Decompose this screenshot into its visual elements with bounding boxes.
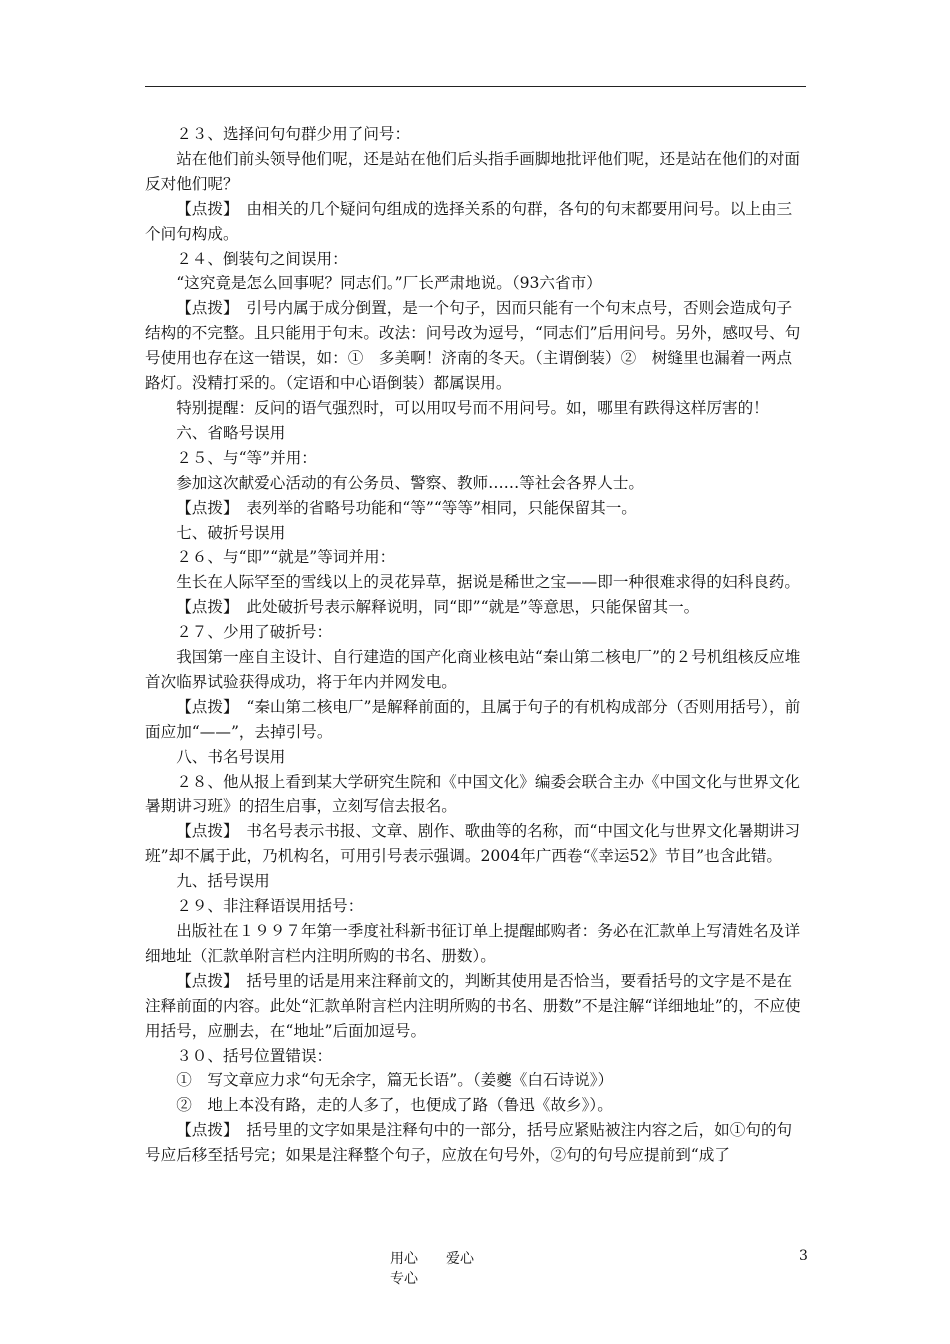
paragraph: 【点拨】 表列举的省略号功能和“等”“等等”相同，只能保留其一。	[176, 498, 637, 517]
paragraph: 【点拨】 此处破折号表示解释说明，同“即”“就是”等意思，只能保留其一。	[176, 598, 700, 617]
paragraph: ２４、倒装句之间误用：	[176, 249, 348, 268]
paragraph: 【点拨】 引号内属于成分倒置，是一个句子，因而只能有一个句末点号，否则会造成句子结构的不完整。且只能用于句末。改法：问号改为逗号，“同志们”后用问号。另外，感叹号、句号使用也存在这一错误，如：① 多美啊！济南的冬天。（主谓倒装）② 树缝里也漏着一两点路灯。没精打采的。（定语和中心语倒装）都属误用。	[145, 299, 801, 393]
header-rule	[145, 86, 806, 87]
footer-motto-word: 用心	[390, 1251, 418, 1267]
paragraph: ２６、与“即”“就是”等词并用：	[176, 548, 396, 567]
footer-motto-word: 爱心	[446, 1251, 474, 1267]
paragraph: 【点拨】 括号里的文字如果是注释句中的一部分，括号应紧贴被注内容之后，如①句的句号应后移至括号完；如果是注释整个句子，应放在句号外，②句的句号应提前到“成了	[145, 1121, 793, 1165]
footer-motto	[390, 1248, 550, 1288]
page-number: 3	[799, 1248, 808, 1264]
section-heading: 七、破折号误用	[176, 523, 286, 542]
section-heading: 八、书名号误用	[176, 747, 286, 766]
paragraph: 我国第一座自主设计、自行建造的国产化商业核电站“秦山第二核电厂”的２号机组核反应堆首次临界试验获得成功，将于年内并网发电。	[145, 648, 801, 691]
paragraph: 生长在人际罕至的雪线以上的灵花异草，据说是稀世之宝——即一种很难求得的妇科良药。	[176, 573, 800, 592]
paragraph: 【点拨】 “秦山第二核电厂”是解释前面的，且属于句子的有机构成部分（否则用括号），前面应加“——”，去掉引号。	[145, 697, 801, 741]
paragraph: 特别提醒：反问的语气强烈时，可以用叹号而不用问号。如，哪里有跌得这样厉害的！	[176, 398, 769, 417]
paragraph: ２５、与“等”并用：	[176, 448, 317, 467]
paragraph: ３０、括号位置错误：	[176, 1046, 333, 1065]
paragraph: 参加这次献爱心活动的有公务员、警察、教师……等社会各界人士。	[176, 473, 645, 492]
page-footer	[0, 1248, 950, 1287]
section-heading: 九、括号误用	[176, 872, 270, 891]
paragraph: ２７、少用了破折号：	[176, 623, 333, 642]
paragraph: “这究竟是怎么回事呢？同志们。”厂长严肃地说。（93六省市）	[176, 274, 602, 293]
paragraph: ２９、非注释语误用括号：	[176, 897, 364, 916]
paragraph: 出版社在１９９７年第一季度社科新书征订单上提醒邮购者：务必在汇款单上写清姓名及详细地址（汇款单附言栏内注明所购的书名、册数）。	[145, 922, 800, 965]
paragraph: ② 地上本没有路，走的人多了，也便成了路（鲁迅《故乡》）。	[176, 1096, 613, 1115]
document-body	[145, 122, 806, 1168]
section-heading: 六、省略号误用	[176, 423, 286, 442]
paragraph: 【点拨】 由相关的几个疑问句组成的选择关系的句群，各句的句末都要用问号。以上由三个问句构成。	[145, 199, 793, 243]
paragraph: 【点拨】 书名号表示书报、文章、剧作、歌曲等的名称，而“中国文化与世界文化暑期讲习班”却不属于此，乃机构名，可用引号表示强调。2004年广西卷“《幸运52》节目”也含此错。	[145, 822, 801, 866]
paragraph: ２３、选择问句句群少用了问号：	[176, 125, 411, 143]
footer-motto-word: 专心	[390, 1271, 418, 1287]
paragraph: ① 写文章应力求“句无余字，篇无长语”。（姜夔《白石诗说》）	[176, 1071, 614, 1090]
paragraph: ２８、他从报上看到某大学研究生院和《中国文化》编委会联合主办《中国文化与世界文化暑期讲习班》的招生启事，立刻写信去报名。	[145, 772, 800, 816]
paragraph: 站在他们前头领导他们呢，还是站在他们后头指手画脚地批评他们呢，还是站在他们的对面反对他们呢？	[145, 149, 800, 193]
paragraph: 【点拨】 括号里的话是用来注释前文的，判断其使用是否恰当，要看括号的文字是不是在注释前面的内容。此处“汇款单附言栏内注明所购的书名、册数”不是注解“详细地址”的，不应使用括号，应删去，在“地址”后面加逗号。	[145, 971, 801, 1040]
